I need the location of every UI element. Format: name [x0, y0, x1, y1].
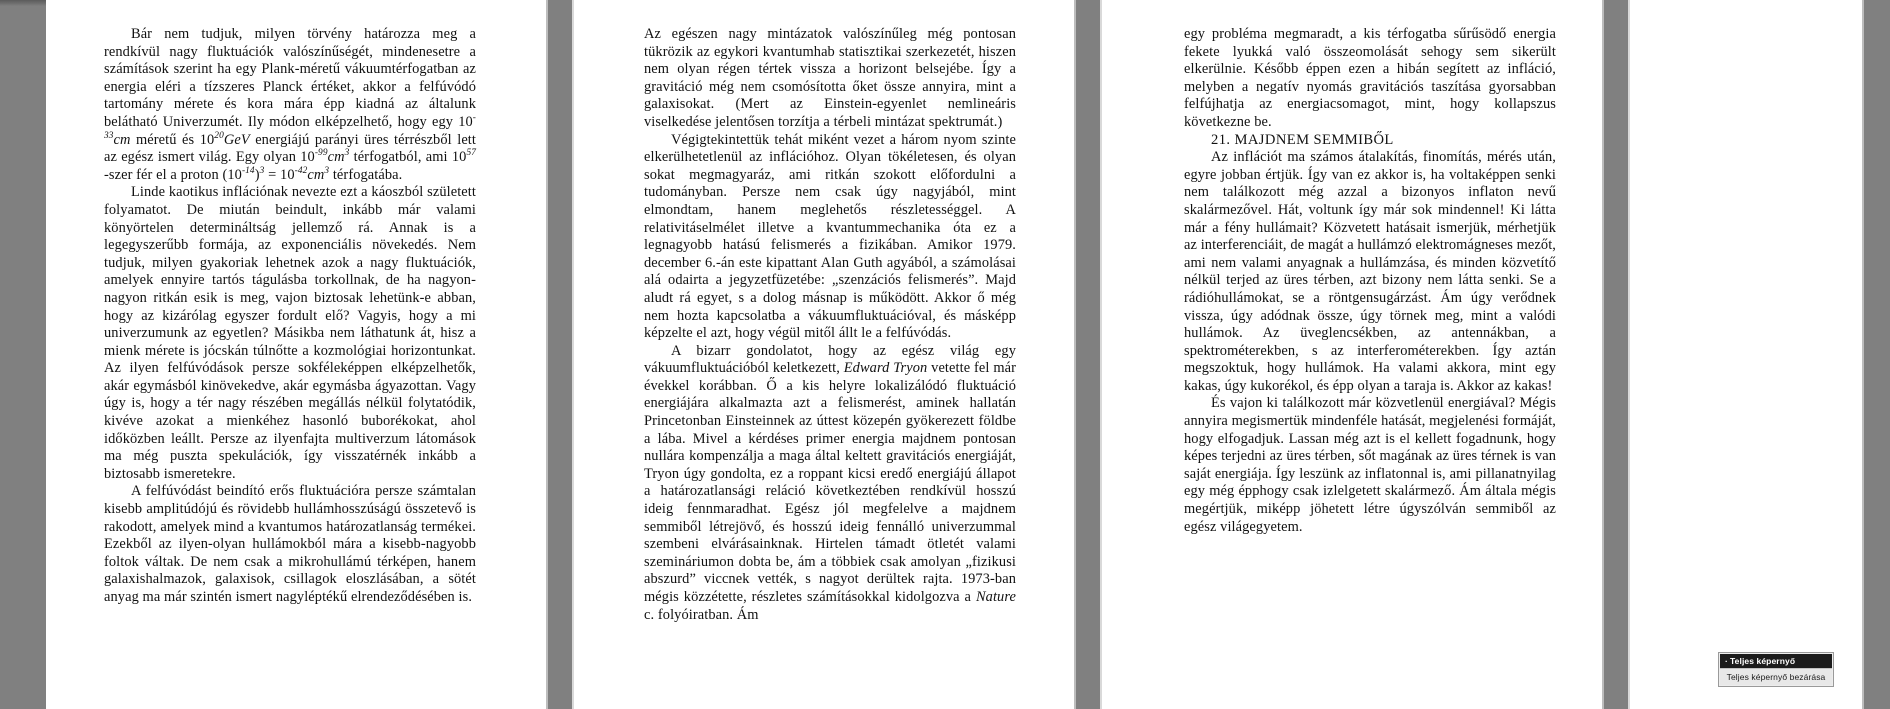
paragraph: A felfúvódást beindító erős fluktuációra persze számtalan kisebb amplitúdójú és rövidebb hullámhosszúságú összetevő is rakodott, amelyek mind a kvantumos határozatlanság termékei. Ezekből az ilyen-olyan hullámokból mára a kisebb-nagyobb foltok váltak. De nem csak a mikrohullámú térképen, hanem galaxishalmazok, galaxisok, csillagok eloszlásában, a sötét anyag ma már szintén ismert nagyléptékű elrendeződésében is.	[104, 483, 476, 605]
paragraph-text-c: energiájú parányi üres térrészből lett az egész ismert világ. Egy olyan	[104, 131, 477, 166]
document-page-4-partial	[1630, 0, 1890, 709]
paragraph-text-a: Bár nem tudjuk, milyen törvény határozza meg a rendkívül nagy fluktuációk valószínűségét, mindenesetre a számítások szerint ha egy Plank-méretű vákuumtérfogatban az energia eléri a tízszeres Planck értéket, akkor a felfúvódó tartomány mérete és kora mára épp kiadná az általunk belátható Univerzumét. Ily módon elképzelhető, hogy egy	[104, 26, 476, 130]
paragraph: Az inflációt ma számos átalakítás, finomítás, mérés után, egyre jobban értjük. Így van ez akkor is, ha voltaképpen senki nem találkozott még azzal a bizonyos inflaton nevű skalármezővel. Hát, voltunk így már sok mindennel! Ki látta már a fény hullámait? Közvetett hatásait ismerjük, mérhetjük az interferenciáit, de magát a hullámzó elektromágneses mezőt, ami nem valami anyagnak a hullámzása, és minden közvetítő nélkül terjed az üres térben, azt bizony nem látta senki. Se a rádióhullámokat, se a röntgensugárzást. Ám úgy verődnek vissza, úgy adódnak össze, úgy törnek meg, mint a valódi hullámok. Az üveglencsékben, az antennákban, a spektrométerekben, s az interferométerekben. Így aztán megszoktuk, hogy hullámok. Ha valami akkora, mint egy kakas, úgy kukorékol, és épp olyan a taraja is. Akkor az kakas!	[1184, 149, 1556, 394]
page-gutter-4	[1862, 0, 1890, 709]
paragraph-text-post: vetette fel már évekkel korábban. Ő a kis helyre lokalizálódó fluktuáció energiájára alkalmazta azt a felismerést, aminek hallatán Princetonban Einsteinnek az úttest közepén gyökerezett földbe a lába. Mivel a kérdéses primer energia majdnem pontosan nullára kompenzálja a maga által keltett gravitációs energiáját, Tryon úgy gondolta, ez a roppant kicsi eredő energiájú állapot a határozatlansági reláció következtében rendkívül hosszú ideig fennmaradhat. Egész jól megfelelve a majdnem semmiből létrejövő, és hosszú ideig fennálló univerzummal szembeni elvárásainknak. Hirtelen támadt ötletét valami szemináriumon dobta be, ám a többiek csak amolyan „fizikusi abszurd” viccnek vették, s nagyot derültek rajta. 1973-ban mégis közzétette, részletes számításokkal kidolgozva a	[644, 360, 1016, 605]
paragraph	[104, 26, 476, 184]
paragraph: Végigtekintettük tehát miként vezet a három nyom szinte elkerülhetetlenül az inflációhoz. Olyan tökéletesen, és olyan sokat megmagyaráz, ami ritkán szokott előfordulni a tudományban. Persze nem csak úgy nagyjából, mint elmondtam, hanem meglehetős részletességgel. A relativitáselmélet illetve a kvantummechanika óta ez a legnagyobb hatású felismerés a fizikában. Amikor 1979. december 6.-án este kipattant Alan Guth agyából, a számolásai alá odairta a jegyzetfüzetébe: „szenzációs felismerés”. Majd aludt rá egyet, s a dolog másnap is működött. Akkor ő még nem hozta kapcsolatba a vákuumfluktuációval, és másképp képzelte el azt, hogy végül mitől állt le a felfúvódás.	[644, 131, 1016, 342]
page-gutter-3	[1602, 0, 1630, 709]
math-expression: $10^{57}$	[451, 148, 476, 166]
paragraph: És vajon ki találkozott már közvetlenül energiával? Mégis annyira megismertük mindenféle hatását, megjelenési formáját, hogy elfogadjuk. Lassan még azt is el kellett fogadnunk, hogy képes terjedni az üres térben, sőt magának az üres térnek is van saját energiája. Így leszünk az inflatonnal is, ami pillanatnyilag egy még épphogy csak izlelgetett skalármező. Ám általa mégis megértjük, miképp jöhetett létre úgyszólván semmiből az egész világegyetem.	[1184, 395, 1556, 535]
journal-name: Nature	[975, 589, 1016, 605]
math-expression: $10^{-33}cm$	[104, 113, 476, 148]
paragraph-text-d: térfogatból, ami	[349, 149, 452, 166]
exit-fullscreen-label: Teljes képernyő bezárása	[1726, 672, 1826, 682]
paragraph: egy probléma megmaradt, a kis térfogatba sűrűsödő energia fekete lyukká való összeomolását sehogy sem sikerült elkerülnie. Később éppen ezen a hibán segített az infláció, melyben a negatív nyomás gravitációs taszítása gyorsabban felfújhatja az energiacsomagot, mint, hogy kollapszus következne be.	[1184, 26, 1556, 130]
fullscreen-menu-item[interactable]	[1720, 654, 1832, 668]
document-page-2	[574, 0, 1074, 709]
page-gutter-1	[546, 0, 574, 709]
page-gutter-2	[1074, 0, 1102, 709]
paragraph-text-f: térfogatába.	[329, 166, 403, 183]
document-page-1	[46, 0, 546, 709]
paragraph: Az egészen nagy mintázatok valószínűleg még pontosan tükrözik az egykori kvantumhab statisztikai szerkezetét, hiszen nem olyan régen tértek vissza a horizont belsejébe. Így a gravitáció még nem csomósította őket össze annyira, mint a galaxisokat. (Mert az Einstein-egyenlet nemlineáris viselkedése jelentősen torzítja a térbeli mintázat spektrumát.)	[644, 26, 1016, 130]
paragraph: Linde kaotikus inflációnak nevezte ezt a káoszból született folyamatot. De miután beindult, inkább már valami könyörtelen determináltság jellemző rá. Annak is a legegyszerűbb formája, az exponenciális növekedés. Nem tudjuk, milyen gyakoriak lehetnek azok a nagy fluktuációk, amelyek ennyire tartós tágulásba torkollnak, de ha nagyon-nagyon ritkán esik is meg, vajon biztosak lehetünk-e abban, hogy az kizárólag egyszer fordult elő? Vagyis, hogy a mi univerzumunk az egyetlen? Másikba nem láthatunk át, hisz a mienk mérete is jócskán túlnőtte a kozmológiai horizontunkat. Az ilyen felfúvódások persze sokféleképpen elképzelhetők, akár egymásból kinövekedve, akár egymásba ágyazottan. Vagy úgy is, hogy a tér nagy részében megállás nélkül folytatódik, kivéve azokat a mienkéhez hasonló buborékokat, ahol időközben leállt. Persze az ilyenfajta multiverzum látomások ma még puszta spekulációk, így visszatérnék inkább a biztosabb ismeretekre.	[104, 184, 476, 482]
page-2-column	[644, 26, 1016, 624]
paragraph	[644, 343, 1016, 625]
cited-name: Edward Tryon	[843, 360, 928, 377]
exit-fullscreen-menu-item[interactable]	[1720, 668, 1832, 685]
page-1-column	[104, 26, 476, 607]
paragraph-text-pre: A bizarr gondolatot, hogy az egész világ egy vákuumfluktuációból keletkezett,	[644, 342, 1016, 377]
fullscreen-label: Teljes képernyő	[1730, 656, 1796, 666]
paragraph-text-e: -szer fér el a proton	[104, 166, 223, 183]
paragraph-text-post2: c. folyóiratban. Ám	[644, 606, 759, 623]
math-expression: $(10^{-14})^3 = 10^{-42}cm^3$	[222, 165, 330, 183]
fullscreen-toolbar[interactable]	[1718, 652, 1834, 687]
math-expression: $10^{-99}cm^3$	[300, 148, 350, 166]
document-page-3	[1102, 0, 1602, 709]
paragraph-text-b: méretű és	[130, 131, 200, 148]
math-expression: $10^{20}GeV$	[199, 130, 250, 148]
page-3-column	[1184, 26, 1556, 536]
section-heading: 21. MAJDNEM SEMMIBŐL	[1211, 131, 1394, 148]
bullet-icon: ·	[1725, 656, 1728, 666]
